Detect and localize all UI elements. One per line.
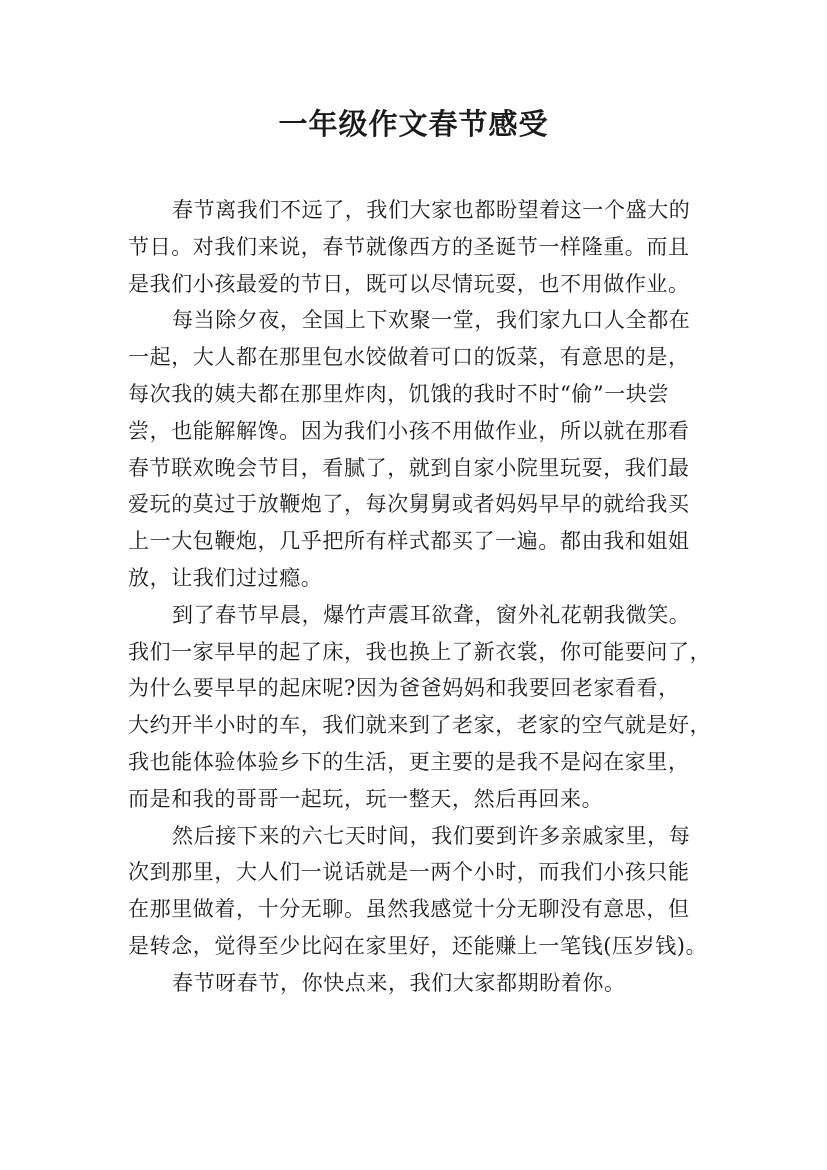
paragraph-2-line-8: 放，让我们过过瘾。 bbox=[128, 565, 323, 590]
paragraph-5-line-1: 春节呀春节，你快点来，我们大家都期盼着你。 bbox=[172, 970, 626, 995]
paragraph-2-line-4: 尝，也能解解馋。因为我们小孩不用做作业，所以就在那看 bbox=[128, 418, 690, 443]
paragraph-4-line-4: 是转念，觉得至少比闷在家里好，还能赚上一笔钱(压岁钱)。 bbox=[128, 933, 708, 958]
paragraph-1-line-3: 是我们小孩最爱的节日，既可以尽情玩耍，也不用做作业。 bbox=[128, 271, 690, 296]
paragraph-3-line-3: 为什么要早早的起床呢?因为爸爸妈妈和我要回老家看看， bbox=[128, 676, 680, 701]
paragraph-2-line-6: 爱玩的莫过于放鞭炮了，每次舅舅或者妈妈早早的就给我买 bbox=[128, 492, 690, 517]
paragraph-3-line-4: 大约开半小时的车，我们就来到了老家，老家的空气就是好， bbox=[128, 713, 712, 738]
paragraph-2-line-1: 每当除夕夜，全国上下欢聚一堂，我们家九口人全都在 bbox=[172, 308, 691, 333]
paragraph-4-line-3: 在那里做着，十分无聊。虽然我感觉十分无聊没有意思，但 bbox=[128, 897, 690, 922]
paragraph-3-line-2: 我们一家早早的起了床，我也换上了新衣裳，你可能要问了， bbox=[128, 639, 712, 664]
paragraph-2-line-5: 春节联欢晚会节目，看腻了，就到自家小院里玩耍，我们最 bbox=[128, 455, 690, 480]
paragraph-3-line-6: 而是和我的哥哥一起玩，玩一整天，然后再回来。 bbox=[128, 786, 604, 811]
paragraph-2-line-3: 每次我的姨夫都在那里炸肉，饥饿的我时不时“偷”一块尝 bbox=[128, 381, 670, 406]
paragraph-2-line-7: 上一大包鞭炮，几乎把所有样式都买了一遍。都由我和姐姐 bbox=[128, 529, 690, 554]
paragraph-1-line-1: 春节离我们不远了，我们大家也都盼望着这一个盛大的 bbox=[172, 198, 691, 222]
paragraph-2-line-2: 一起，大人都在那里包水饺做着可口的饭菜，有意思的是， bbox=[128, 345, 690, 370]
paragraph-1-line-2: 节日。对我们来说，春节就像西方的圣诞节一样隆重。而且 bbox=[128, 234, 690, 259]
document-title: 一年级作文春节感受 bbox=[278, 107, 549, 141]
paragraph-3-line-5: 我也能体验体验乡下的生活，更主要的是我不是闷在家里， bbox=[128, 749, 690, 774]
paragraph-4-line-1: 然后接下来的六七天时间，我们要到许多亲戚家里，每 bbox=[172, 823, 691, 848]
paragraph-3-line-1: 到了春节早晨，爆竹声震耳欲聋，窗外礼花朝我微笑。 bbox=[172, 602, 691, 627]
essay-body bbox=[128, 192, 728, 1002]
paragraph-4-line-2: 次到那里，大人们一说话就是一两个小时，而我们小孩只能 bbox=[128, 860, 690, 885]
